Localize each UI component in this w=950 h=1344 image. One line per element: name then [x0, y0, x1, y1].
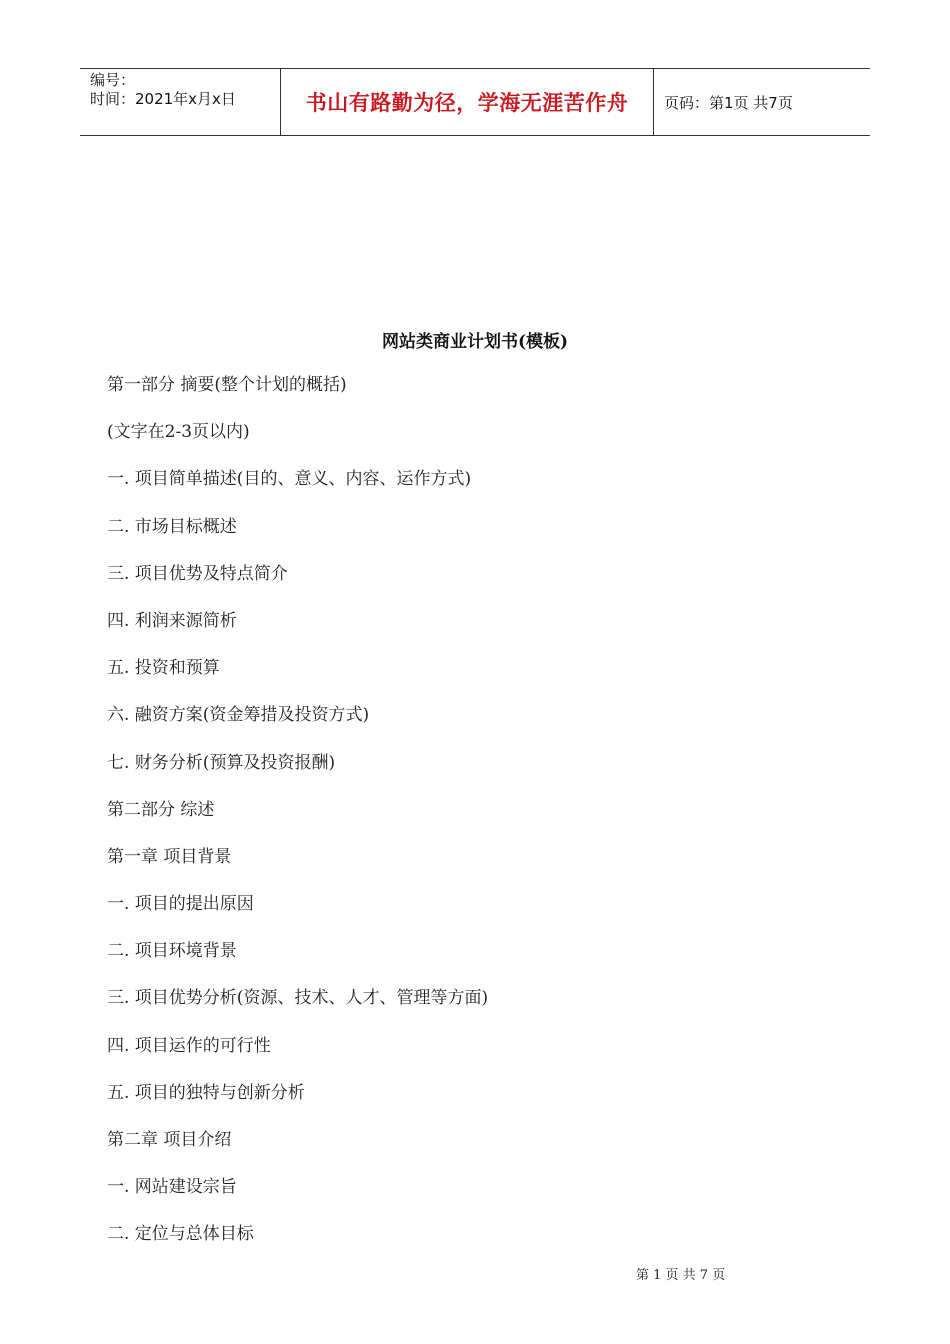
outline-line: 四. 利润来源简析	[107, 610, 237, 631]
serial-number-label: 编号：	[90, 71, 136, 89]
header-motto-cell	[281, 69, 654, 135]
outline-line: 第一章 项目背景	[107, 846, 232, 867]
outline-list	[107, 374, 867, 1271]
outline-line: 二. 市场目标概述	[107, 516, 237, 537]
outline-line: 三. 项目优势分析(资源、技术、人才、管理等方面)	[107, 988, 489, 1009]
page-header	[80, 68, 870, 136]
header-page-info: 页码：第1页 共7页	[664, 93, 793, 112]
motto-text: 书山有路勤为径，学海无涯苦作舟	[305, 91, 629, 115]
outline-line: 二. 项目环境背景	[107, 941, 237, 962]
outline-line: 四. 项目运作的可行性	[107, 1035, 271, 1056]
header-meta-cell	[80, 69, 281, 135]
outline-line: 一. 项目的提出原因	[107, 894, 254, 915]
page-footer: 第 1 页 共 7 页	[636, 1268, 726, 1283]
outline-line: 二. 定位与总体目标	[107, 1224, 254, 1245]
outline-line: 第一部分 摘要(整个计划的概括)	[107, 375, 347, 395]
document-title: 网站类商业计划书(模板)	[381, 332, 569, 352]
outline-line: 第二章 项目介绍	[107, 1130, 232, 1150]
outline-line: 六. 融资方案(资金筹措及投资方式)	[107, 705, 370, 726]
outline-line: 五. 投资和预算	[107, 658, 220, 679]
date-label: 时间：2021年x月x日	[90, 90, 236, 108]
outline-line: 五. 项目的独特与创新分析	[107, 1082, 305, 1103]
outline-line: 三. 项目优势及特点简介	[107, 563, 288, 584]
outline-line: 第二部分 综述	[107, 799, 215, 820]
outline-line: 一. 项目简单描述(目的、意义、内容、运作方式)	[107, 469, 472, 490]
header-page-cell	[654, 69, 870, 135]
outline-line: 七. 财务分析(预算及投资报酬)	[107, 752, 336, 773]
outline-line: (文字在2-3页以内)	[107, 422, 250, 443]
outline-line: 一. 网站建设宗旨	[107, 1177, 237, 1198]
